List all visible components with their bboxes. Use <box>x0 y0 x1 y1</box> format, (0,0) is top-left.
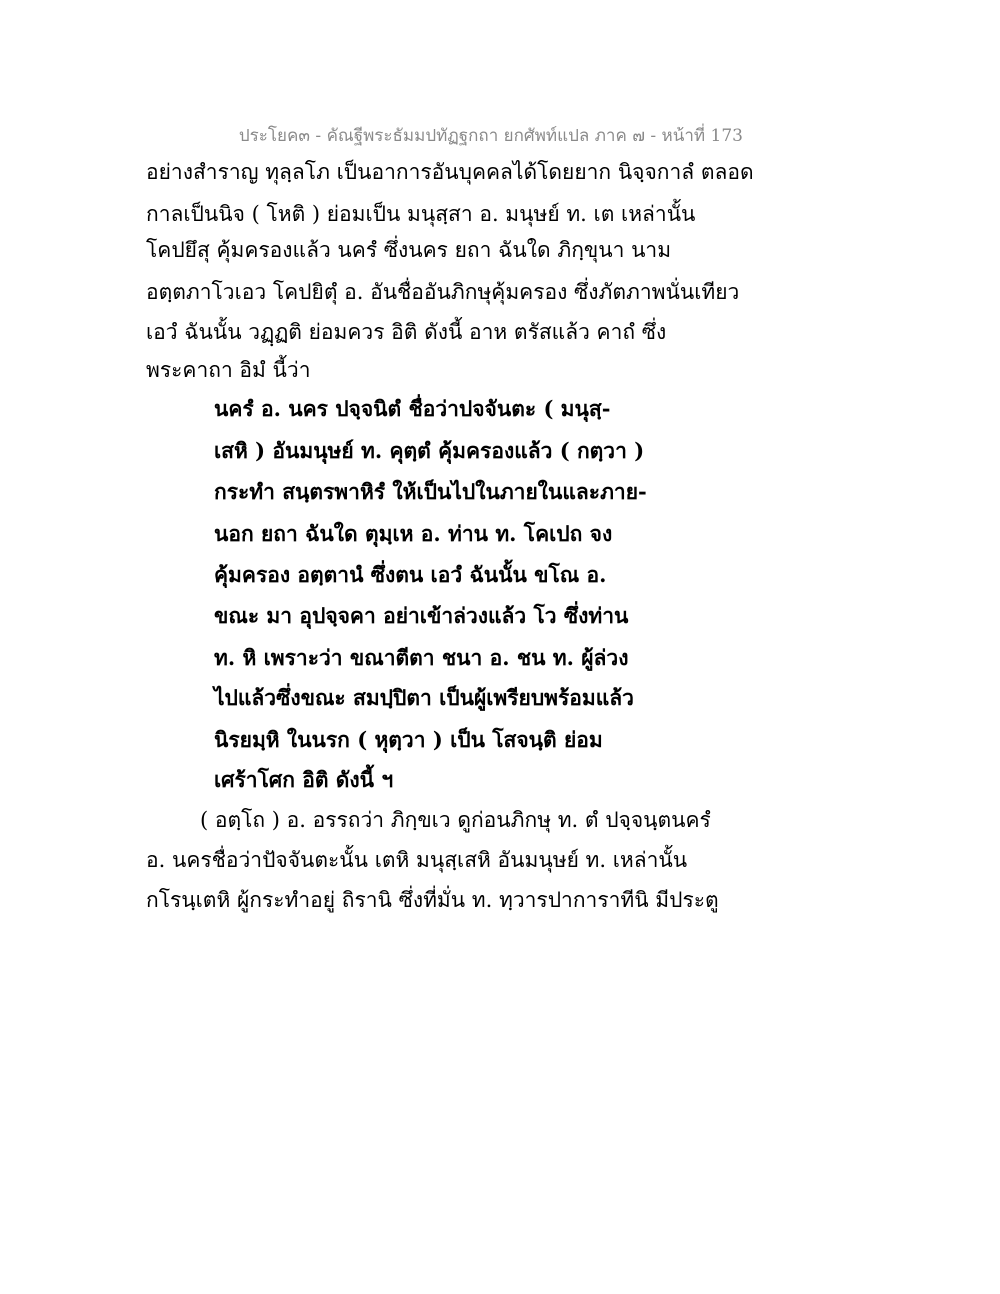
verse-line: ท. หิ เพราะว่า ขณาตีตา ชนา อ. ชน ท. ผู้ล่วง <box>214 645 629 670</box>
verse-line: ไปแล้วซึ่งขณะ สมปฺปิตา เป็นผู้เพรียบพร้อมแล้ว <box>214 685 634 710</box>
page-header: ประโยค๓ - คัณฐีพระธัมมปทัฏฐกถา ยกศัพท์แปล ภาค ๗ - หน้าที่ 173 <box>238 126 743 146</box>
text-line: อ. นครชื่อว่าปัจจันตะนั้น เตหิ มนุสฺเสหิ อันมนุษย์ ท. เหล่านั้น <box>146 848 688 872</box>
text-line: พระคาถา อิมํ นี้ว่า <box>146 358 311 382</box>
verse-line: ขณะ มา อุปจฺจคา อย่าเข้าล่วงแล้ว โว ซึ่งท่าน <box>214 603 629 628</box>
verse-line: นิรยมฺหิ ในนรก ( หุตฺวา ) เป็น โสจนฺติ ย่อม <box>214 727 603 752</box>
text-line: อตฺตภาโวเอว โคปยิตุํ อ. อันชื่ออันภิกษุคุ้มครอง ซึ่งภัตภาพนั่นเทียว <box>146 280 740 304</box>
text-line: เอวํ ฉันนั้น วฏฺฏติ ย่อมควร อิติ ดังนี้ อาห ตรัสแล้ว คาถํ ซึ่ง <box>146 320 667 344</box>
verse-line: เสหิ ) อันมนุษย์ ท. คุตฺตํ คุ้มครองแล้ว ( กตฺวา ) <box>214 438 645 463</box>
verse-line: เศร้าโศก อิติ ดังนี้ ฯ <box>214 767 394 792</box>
verse-line: คุ้มครอง อตฺตานํ ซึ่งตน เอวํ ฉันนั้น ขโณ อ. <box>214 562 607 587</box>
text-line: อย่างสำราญ ทุลฺลโภ เป็นอาการอันบุคคลได้โดยยาก นิจฺจกาลํ ตลอด <box>146 160 754 184</box>
text-line: ( อตฺโถ ) อ. อรรถว่า ภิกฺขเว ดูก่อนภิกษุ ท. ตํ ปจฺจนฺตนครํ <box>200 808 711 832</box>
text-line: โคปยึสุ คุ้มครองแล้ว นครํ ซึ่งนคร ยถา ฉันใด ภิกฺขุนา นาม <box>146 238 672 262</box>
verse-line: นครํ อ. นคร ปจฺจนิตํ ชื่อว่าปจจันตะ ( มนุสฺ- <box>214 396 611 421</box>
verse-line: กระทำ สนฺตรพาหิรํ ให้เป็นไปในภายในและภาย- <box>214 479 647 504</box>
text-line: กาลเป็นนิจ ( โหติ ) ย่อมเป็น มนุสฺสา อ. มนุษย์ ท. เต เหล่านั้น <box>146 202 696 226</box>
verse-line: นอก ยถา ฉันใด ตุมฺเห อ. ท่าน ท. โคเปถ จง <box>214 521 613 546</box>
text-line: กโรนฺเตหิ ผู้กระทำอยู่ ถิรานิ ซึ่งที่มั่น ท. ทฺวารปาการาทีนิ มีประตู <box>146 888 719 912</box>
